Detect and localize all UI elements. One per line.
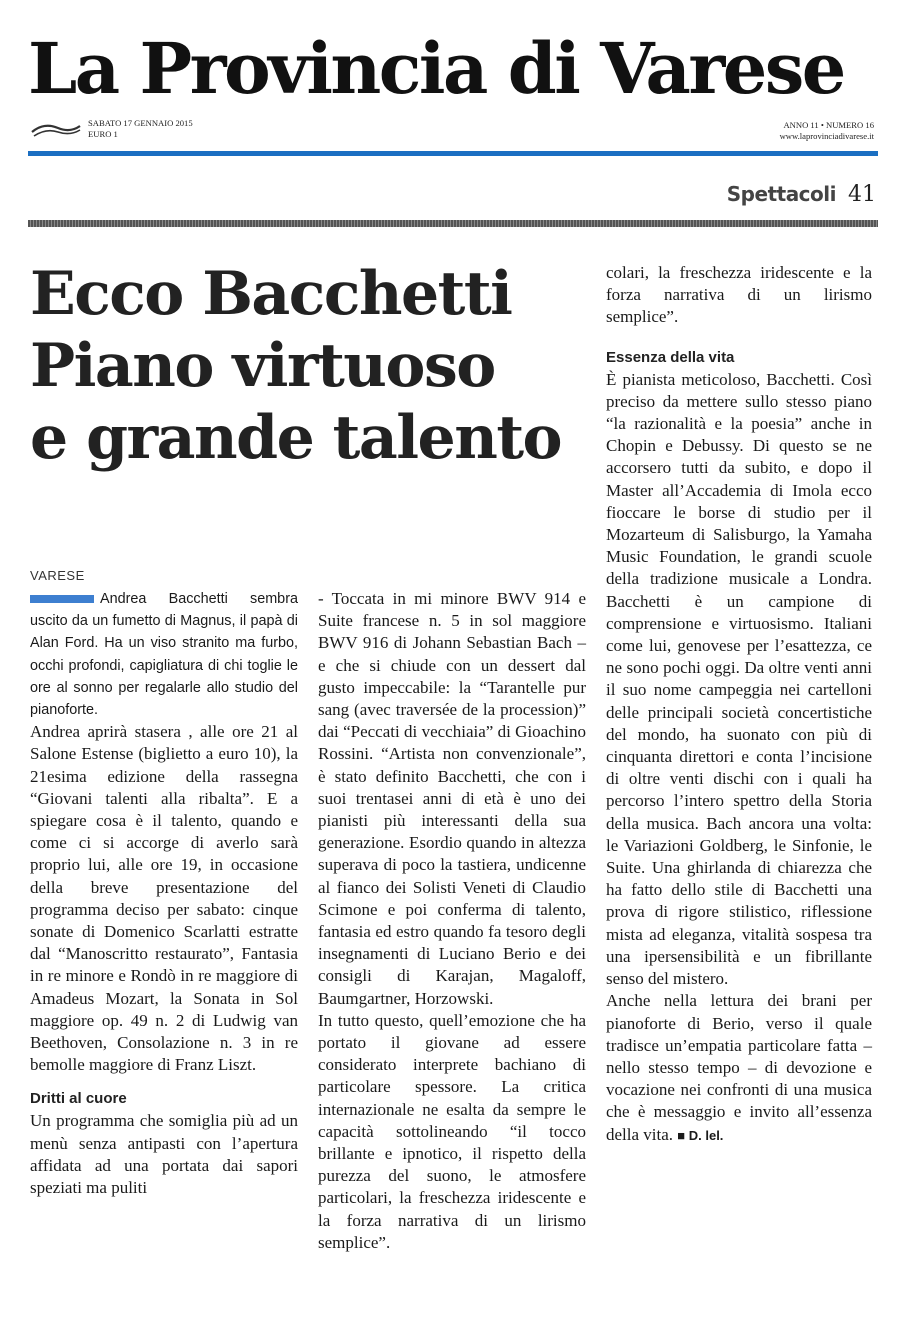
section-divider [28, 220, 878, 227]
headline-line: e grande talento [30, 403, 562, 473]
author-signature: ■ D. lel. [677, 1127, 724, 1143]
section-header [727, 182, 876, 207]
section-name: Spettacoli [726, 182, 836, 206]
article-column-3 [606, 262, 872, 1147]
subheading: Dritti al cuore [30, 1090, 127, 1108]
article-column-2 [318, 588, 586, 1254]
masthead-divider [28, 151, 878, 156]
body-paragraph: Andrea aprirà stasera , alle ore 21 al Salone Estense (biglietto a euro 10), la 21esima edizione della rassegna “Giovani talenti alla ribalta”. E a spiegare cosa è il talento, quando e come ci si accorge di averlo sarà proprio lui, alle ore 19, in occasione della breve presentazione del programma deciso per sabato: cinque sonate di Domenico Scarlatti estratte dal “Manoscritto restaurato”, Fantasia in re minore e Rondò in re maggiore di Amadeus Mozart, la Sonata in Sol maggiore op. 49 n. 2 di Ludwig van Beethoven, Consolazione n. 3 in re bemolle maggiore di Franz Liszt. [30, 722, 298, 1075]
closing-text: Anche nella lettura dei brani per pianoforte di Berio, verso il quale tradisce un’empatia particolare fatta – nello stesso tempo – di devozione e vocazione nei confronti di una musica che è messaggio e invito all’essenza della vita. [606, 991, 872, 1144]
website-link[interactable]: www.laprovinciadivarese.it [779, 130, 874, 141]
lead-paragraph [30, 588, 298, 721]
masthead-left-info [30, 118, 193, 140]
subheading: Essenza della vita [606, 348, 735, 366]
article-column-1 [30, 588, 298, 1199]
issue-price: EURO 1 [88, 128, 118, 139]
issue-number: ANNO 11 • NUMERO 16 [783, 120, 874, 130]
masthead-right-info [780, 120, 874, 141]
dateline: VARESE [30, 568, 85, 583]
issue-date: SABATO 17 GENNAIO 2015 [88, 118, 193, 128]
lead-text: Andrea Bacchetti sembra uscito da un fumetto di Magnus, il papà di Alan Ford. Ha un viso stranito ma furbo, occhi profondi, capigliatura di chi toglie le ore al sonno per regalarle allo studio del pianoforte. [30, 591, 298, 719]
body-paragraph: È pianista meticoloso, Bacchetti. Così preciso da mettere sullo stesso piano “la razionalità e la poesia” anche in Chopin e Debussy. Di questo se ne accorsero tutti da subito, e dopo il Master all’Accademia di Imola ecco fioccare le borse di studio per il Mozarteum di Salisburgo, la Yamaha Music Foundation, le grandi scuole della tradizione musicale a Londra. Bacchetti è un campione di comprensione e virtuosismo. Italiani come lui, genovese per l’esattezza, ce ne sono pochi oggi. Da oltre venti anni il suo nome campeggia nei cartelloni delle principali società concertistiche del mondo, ha suonato con più di cinquanta direttori e conta l’incisione di oltre venti dischi con i quali ha percorso l’intero spettro della Storia della musica. Bach ancora una volta: le Variazioni Goldberg, le Sinfonie, le Suite. Una ghirlanda di chiarezza che ha fatto dello stile di Bacchetti una prova di rigore stilistico, riflessione mista ad eleganza, vitalità sospesa tra una ipersensibilità e un fibrillante senso del mistero. [606, 369, 872, 989]
headline-line: Ecco Bacchetti [30, 259, 512, 329]
newspaper-logo-icon [30, 118, 82, 140]
page-number: 41 [848, 182, 876, 207]
masthead-title: La Provincia di Varese [28, 27, 844, 110]
byline-bar [30, 595, 94, 603]
body-paragraph: - Toccata in mi minore BWV 914 e Suite francese n. 5 in sol maggiore BWV 916 di Johann Sebastian Bach – e che si chiude con un dessert dal gusto impeccabile: la “Tarantelle pur sang (avec traversée de la procession)” dai “Peccati di vecchiaia” di Gioachino Rossini. “Artista non convenzionale”, è stato definito Bacchetti, che con i suoi trentasei anni di età è uno dei pianisti più interessanti della sua generazione. Esordio quando in altezza superava di poco la tastiera, undicenne al fianco dei Solisti Veneti di Claudio Scimone e poi conferma di talento, fantasia ed estro quando fa tesoro degli insegnamenti di Luciano Berio e dei consigli di Karajan, Magaloff, Baumgartner, Horzowski. [318, 589, 586, 1008]
body-paragraph-continued: colari, la freschezza iridescente e la forza narrativa di un lirismo semplice”. [606, 263, 872, 327]
body-paragraph: In tutto questo, quell’emozione che ha portato il giovane ad essere considerato interprete bachiano di particolare spessore. La critica internazionale ne esalta da sempre le capacità sottolineando “il tocco brillante e ipnotico, il rispetto della purezza del suono, le atmosfere particolari, la freschezza iridescente e la forza narrativa di un lirismo semplice”. [318, 1010, 586, 1252]
body-paragraph: Un programma che somiglia più ad un menù senza antipasti con l’apertura affidata ad una portata dai sapori speziati ma puliti [30, 1111, 298, 1198]
body-paragraph [606, 990, 872, 1146]
headline-line: Piano virtuoso [30, 331, 495, 401]
article-headline [30, 258, 590, 474]
